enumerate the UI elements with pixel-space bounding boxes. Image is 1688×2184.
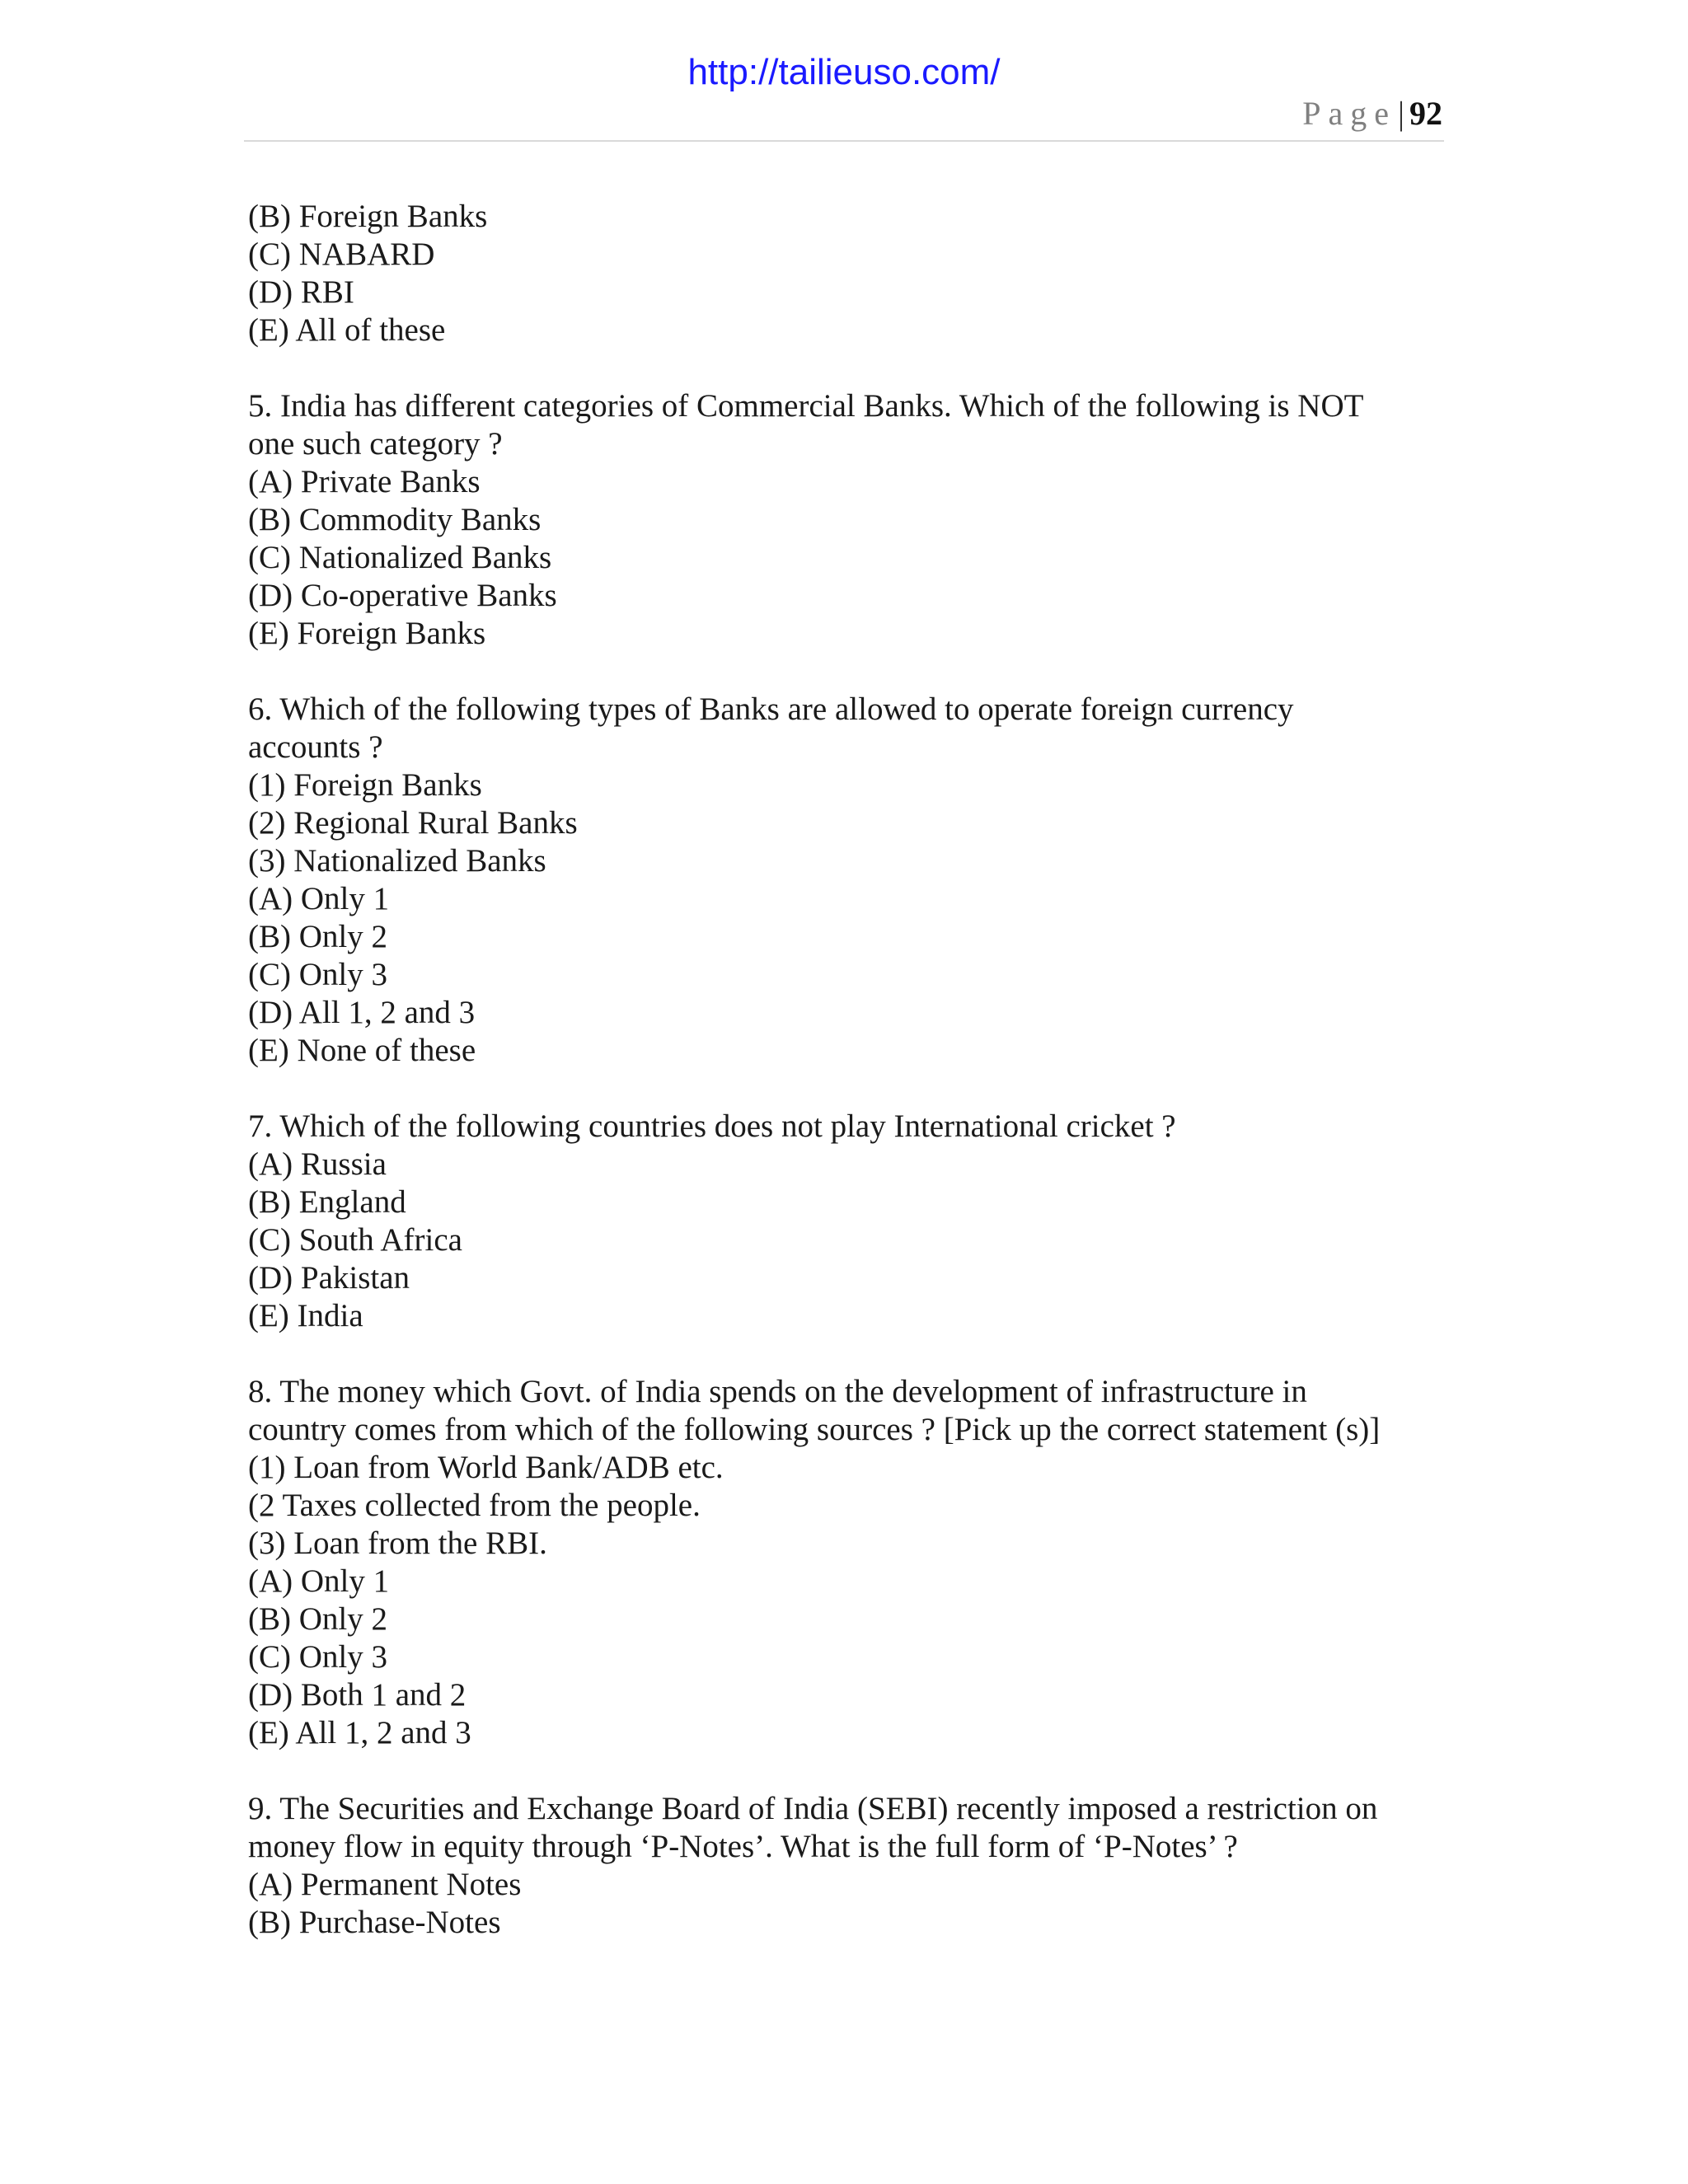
question-text: money flow in equity through ‘P-Notes’. What is the full form of ‘P-Notes’ ? — [248, 1829, 1238, 1864]
answer-option: (D) Co-operative Banks — [248, 578, 557, 613]
page-content — [248, 198, 1451, 1980]
question-8 — [248, 1373, 1451, 1752]
question-text: country comes from which of the following sources ? [Pick up the correct statement (s)] — [248, 1412, 1381, 1447]
answer-option: (B) England — [248, 1184, 406, 1220]
answer-option: (A) Permanent Notes — [248, 1867, 522, 1902]
answer-option: (E) All 1, 2 and 3 — [248, 1715, 471, 1750]
question-7 — [248, 1108, 1451, 1335]
question-text: one such category ? — [248, 426, 503, 462]
answer-option: (A) Only 1 — [248, 881, 390, 916]
question-text: accounts ? — [248, 729, 383, 765]
question-statement: (2 Taxes collected from the people. — [248, 1488, 701, 1523]
answer-option: (C) Only 3 — [248, 1639, 387, 1675]
answer-option: (B) Foreign Banks — [248, 199, 488, 234]
question-6 — [248, 691, 1451, 1070]
page-separator: | — [1397, 95, 1404, 132]
question-statement: (1) Loan from World Bank/ADB etc. — [248, 1450, 724, 1485]
question-text: 7. Which of the following countries does not play International cricket ? — [248, 1108, 1176, 1144]
question-statement: (1) Foreign Banks — [248, 767, 482, 803]
answer-option: (A) Only 1 — [248, 1563, 390, 1599]
answer-option: (B) Commodity Banks — [248, 502, 542, 537]
answer-option: (C) Nationalized Banks — [248, 540, 552, 575]
answer-option: (D) Pakistan — [248, 1260, 410, 1296]
page-number: 92 — [1409, 95, 1442, 132]
answer-option: (B) Purchase-Notes — [248, 1905, 501, 1940]
continued-question — [248, 198, 1451, 349]
page-header — [1302, 97, 1442, 130]
answer-option: (B) Only 2 — [248, 919, 387, 954]
answer-option: (A) Private Banks — [248, 464, 481, 499]
answer-option: (E) Foreign Banks — [248, 616, 486, 651]
question-text: 9. The Securities and Exchange Board of India (SEBI) recently imposed a restriction on — [248, 1791, 1378, 1826]
answer-option: (E) None of these — [248, 1033, 476, 1068]
question-text: 8. The money which Govt. of India spends on the development of infrastructure in — [248, 1374, 1307, 1409]
header-divider — [244, 140, 1444, 142]
answer-option: (D) Both 1 and 2 — [248, 1677, 467, 1713]
answer-option: (C) South Africa — [248, 1222, 462, 1258]
page-label: Page — [1302, 95, 1396, 132]
answer-option: (D) RBI — [248, 274, 354, 310]
answer-option: (E) India — [248, 1298, 363, 1333]
question-5 — [248, 387, 1451, 653]
answer-option: (C) NABARD — [248, 237, 435, 272]
answer-option: (C) Only 3 — [248, 957, 387, 992]
question-text: 5. India has different categories of Commercial Banks. Which of the following is NOT — [248, 388, 1364, 424]
question-text: 6. Which of the following types of Banks are allowed to operate foreign currency — [248, 691, 1294, 727]
answer-option: (D) All 1, 2 and 3 — [248, 995, 476, 1030]
site-link[interactable]: http://tailieuso.com/ — [687, 52, 1001, 92]
answer-option: (A) Russia — [248, 1146, 387, 1182]
question-statement: (3) Loan from the RBI. — [248, 1526, 547, 1561]
answer-option: (B) Only 2 — [248, 1601, 387, 1637]
answer-option: (E) All of these — [248, 312, 446, 348]
question-statement: (3) Nationalized Banks — [248, 843, 546, 879]
question-statement: (2) Regional Rural Banks — [248, 805, 578, 841]
question-9 — [248, 1790, 1451, 1942]
